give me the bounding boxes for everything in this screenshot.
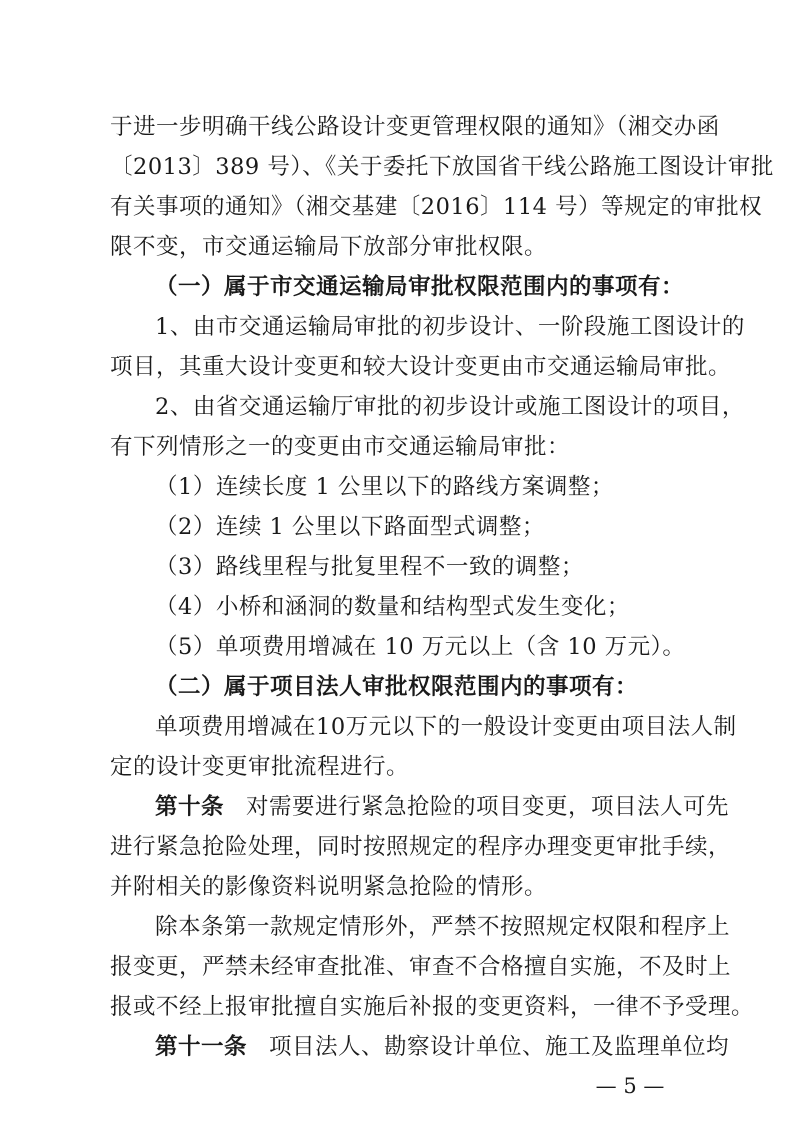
list-item: （1）连续长度 1 公里以下的路线方案调整； <box>155 474 614 500</box>
page-number: — 5 — <box>595 1074 665 1098</box>
body-line: 除本条第一款规定情形外，严禁不按照规定权限和程序上 <box>155 914 731 940</box>
body-line: 于进一步明确干线公路设计变更管理权限的通知》（湘交办函 <box>110 114 720 140</box>
article-11-label: 第十一条 <box>155 1034 248 1060</box>
body-text: 对需要进行紧急抢险的项目变更，项目法人可先 <box>246 794 730 820</box>
body-line: 报变更，严禁未经审查批准、审查不合格擅自实施，不及时上 <box>110 954 732 980</box>
body-text: 项目法人、勘察设计单位、施工及监理单位均 <box>269 1034 730 1060</box>
body-line: 有下列情形之一的变更由市交通运输局审批： <box>110 434 571 460</box>
section-heading-2: （二）属于项目法人审批权限范围内的事项有： <box>155 674 639 700</box>
body-line: 〔2013〕389 号）、《关于委托下放国省干线公路施工图设计审批 <box>110 154 774 180</box>
body-line: 限不变，市交通运输局下放部分审批权限。 <box>110 234 548 260</box>
body-line: 有关事项的通知》（湘交基建〔2016〕114 号）等规定的审批权 <box>110 194 763 220</box>
list-item: （5）单项费用增减在 10 万元以上（含 10 万元）。 <box>155 634 686 660</box>
list-item: （2）连续 1 公里以下路面型式调整； <box>155 514 545 540</box>
article-10-label: 第十条 <box>155 794 225 820</box>
body-line: 并附相关的影像资料说明紧急抢险的情形。 <box>110 874 548 900</box>
article-11-line <box>155 1027 730 1067</box>
body-line: 1、由市交通运输局审批的初步设计、一阶段施工图设计的 <box>155 314 745 340</box>
body-line: 单项费用增减在10万元以下的一般设计变更由项目法人制 <box>155 714 737 740</box>
body-line: 报或不经上报审批擅自实施后补报的变更资料，一律不予受理。 <box>110 994 755 1020</box>
body-line: 项目，其重大设计变更和较大设计变更由市交通运输局审批。 <box>110 354 732 380</box>
article-10-line <box>155 787 730 827</box>
body-line: 2、由省交通运输厅审批的初步设计或施工图设计的项目， <box>155 394 745 420</box>
list-item: （3）路线里程与批复里程不一致的调整； <box>155 554 584 580</box>
section-heading-1: （一）属于市交通运输局审批权限范围内的事项有： <box>155 274 685 300</box>
list-item: （4）小桥和涵洞的数量和结构型式发生变化； <box>155 594 630 620</box>
body-line: 进行紧急抢险处理，同时按照规定的程序办理变更审批手续， <box>110 834 732 860</box>
body-line: 定的设计变更审批流程进行。 <box>110 754 410 780</box>
